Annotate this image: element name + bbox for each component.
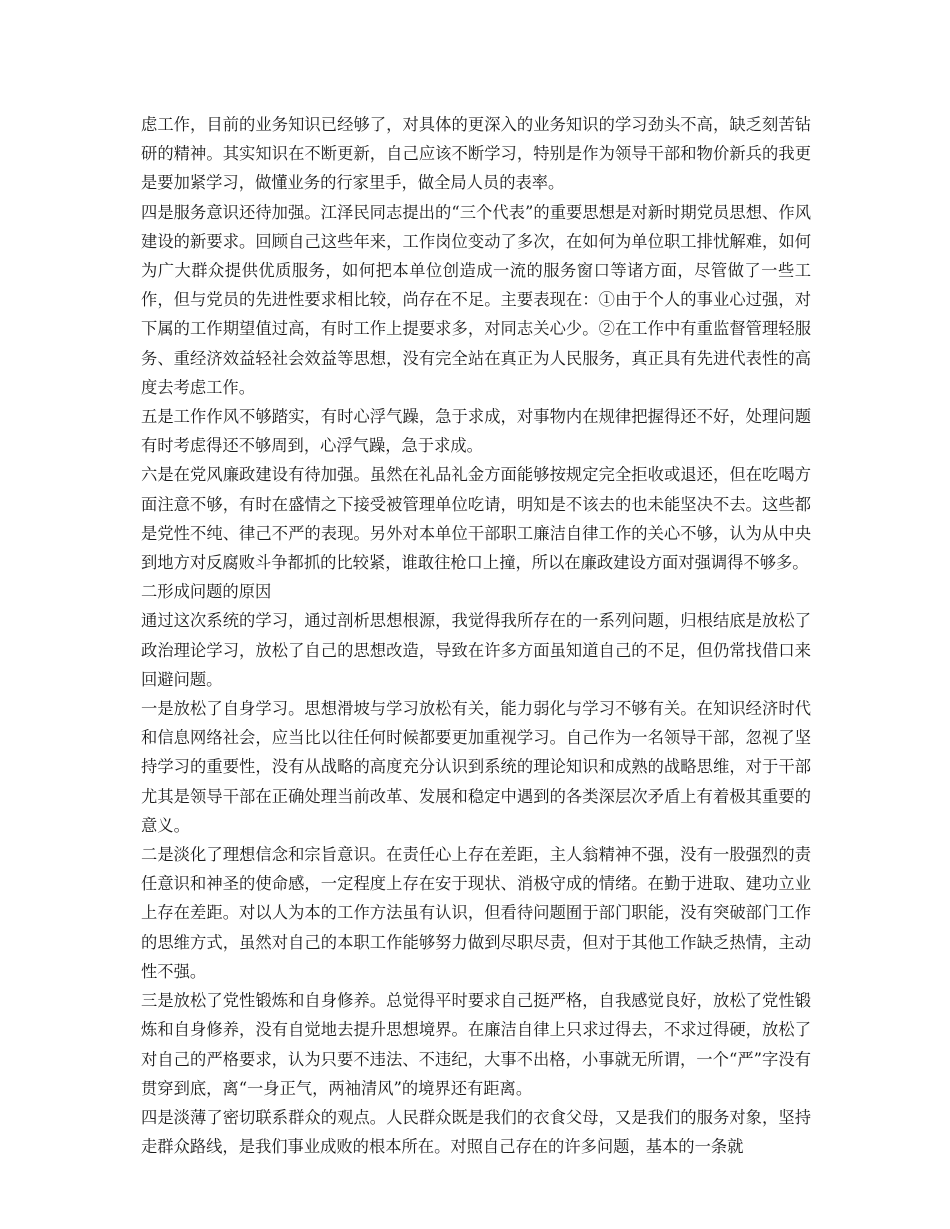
- paragraph-cause-study: 一是放松了自身学习。思想滑坡与学习放松有关，能力弱化与学习不够有关。在知识经济时代和信息网络社会，应当比以往任何时候都要更加重视学习。自己作为一名领导干部，忽视了坚持学习的重要性，没有从战略的高度充分认识到系统的理论知识和成熟的战略思维，对于干部尤其是领导干部在正确处理当前改革、发展和稳定中遇到的各类深层次矛盾上有着极其重要的意义。: [141, 699, 811, 835]
- paragraph-cause-ideals: 二是淡化了理想信念和宗旨意识。在责任心上存在差距，主人翁精神不强，没有一股强烈的责任意识和神圣的使命感，一定程度上存在安于现状、消极守成的情绪。在勤于进取、建功立业上存在差距。对以人为本的工作方法虽有认识，但看待问题囿于部门职能，没有突破部门工作的思维方式，虽然对自己的本职工作能够努力做到尽职尽责，但对于其他工作缺乏热情，主动性不强。: [141, 845, 811, 981]
- paragraph-clean-government: 六是在党风廉政建设有待加强。虽然在礼品礼金方面能够按规定完全拒收或退还，但在吃喝方面注意不够，有时在盛情之下接受被管理单位吃请，明知是不该去的也未能坚决不去。这些都是党性不纯、律己不严的表现。另外对本单位干部职工廉洁自律工作的关心不够，认为从中央到地方对反腐败斗争都抓的比较紧，谁敢往枪口上撞，所以在廉政建设方面对强调得不够多。: [141, 465, 811, 573]
- document-body: [141, 110, 811, 1161]
- paragraph-service-awareness: 四是服务意识还待加强。江泽民同志提出的“三个代表”的重要思想是对新时期党员思想、作风建设的新要求。回顾自己这些年来，工作岗位变动了多次，在如何为单位职工排忧解难，如何为广大群众提供优质服务，如何把本单位创造成一流的服务窗口等诸方面，尽管做了一些工作，但与党员的先进性要求相比较，尚存在不足。主要表现在：①由于个人的事业心过强，对下属的工作期望值过高，有时工作上提要求多，对同志关心少。②在工作中有重监督管理轻服务、重经济效益轻社会效益等思想，没有完全站在真正为人民服务，真正具有先进代表性的高度去考虑工作。: [141, 202, 811, 397]
- paragraph-business-knowledge: 虑工作，目前的业务知识已经够了，对具体的更深入的业务知识的学习劲头不高，缺乏刻苦钻研的精神。其实知识在不断更新，自己应该不断学习，特别是作为领导干部和物价新兵的我更是要加紧学习，做懂业务的行家里手，做全局人员的表率。: [141, 115, 811, 193]
- paragraph-cause-self-cultivation: 三是放松了党性锻炼和自身修养。总觉得平时要求自己挺严格，自我感觉良好，放松了党性锻炼和自身修养，没有自觉地去提升思想境界。在廉洁自律上只求过得去，不求过得硬，放松了对自己的严格要求，认为只要不违法、不违纪，大事不出格，小事就无所谓，一个“严”字没有贯穿到底，离“一身正气，两袖清风”的境界还有距离。: [141, 991, 811, 1098]
- paragraph-cause-mass-line: 四是淡薄了密切联系群众的观点。人民群众既是我们的衣食父母，又是我们的服务对象，坚持走群众路线，是我们事业成败的根本所在。对照自己存在的许多问题，基本的一条就: [141, 1107, 811, 1157]
- paragraph-causes-intro: 通过这次系统的学习，通过剖析思想根源，我觉得我所存在的一系列问题，归根结底是放松了政治理论学习，放松了自己的思想改造，导致在许多方面虽知道自己的不足，但仍常找借口来回避问题。: [141, 611, 811, 689]
- paragraph-work-style: 五是工作作风不够踏实，有时心浮气躁，急于求成，对事物内在规律把握得还不好，处理问题有时考虑得还不够周到，心浮气躁，急于求成。: [141, 407, 811, 456]
- section-heading-causes: 二形成问题的原因: [141, 582, 272, 602]
